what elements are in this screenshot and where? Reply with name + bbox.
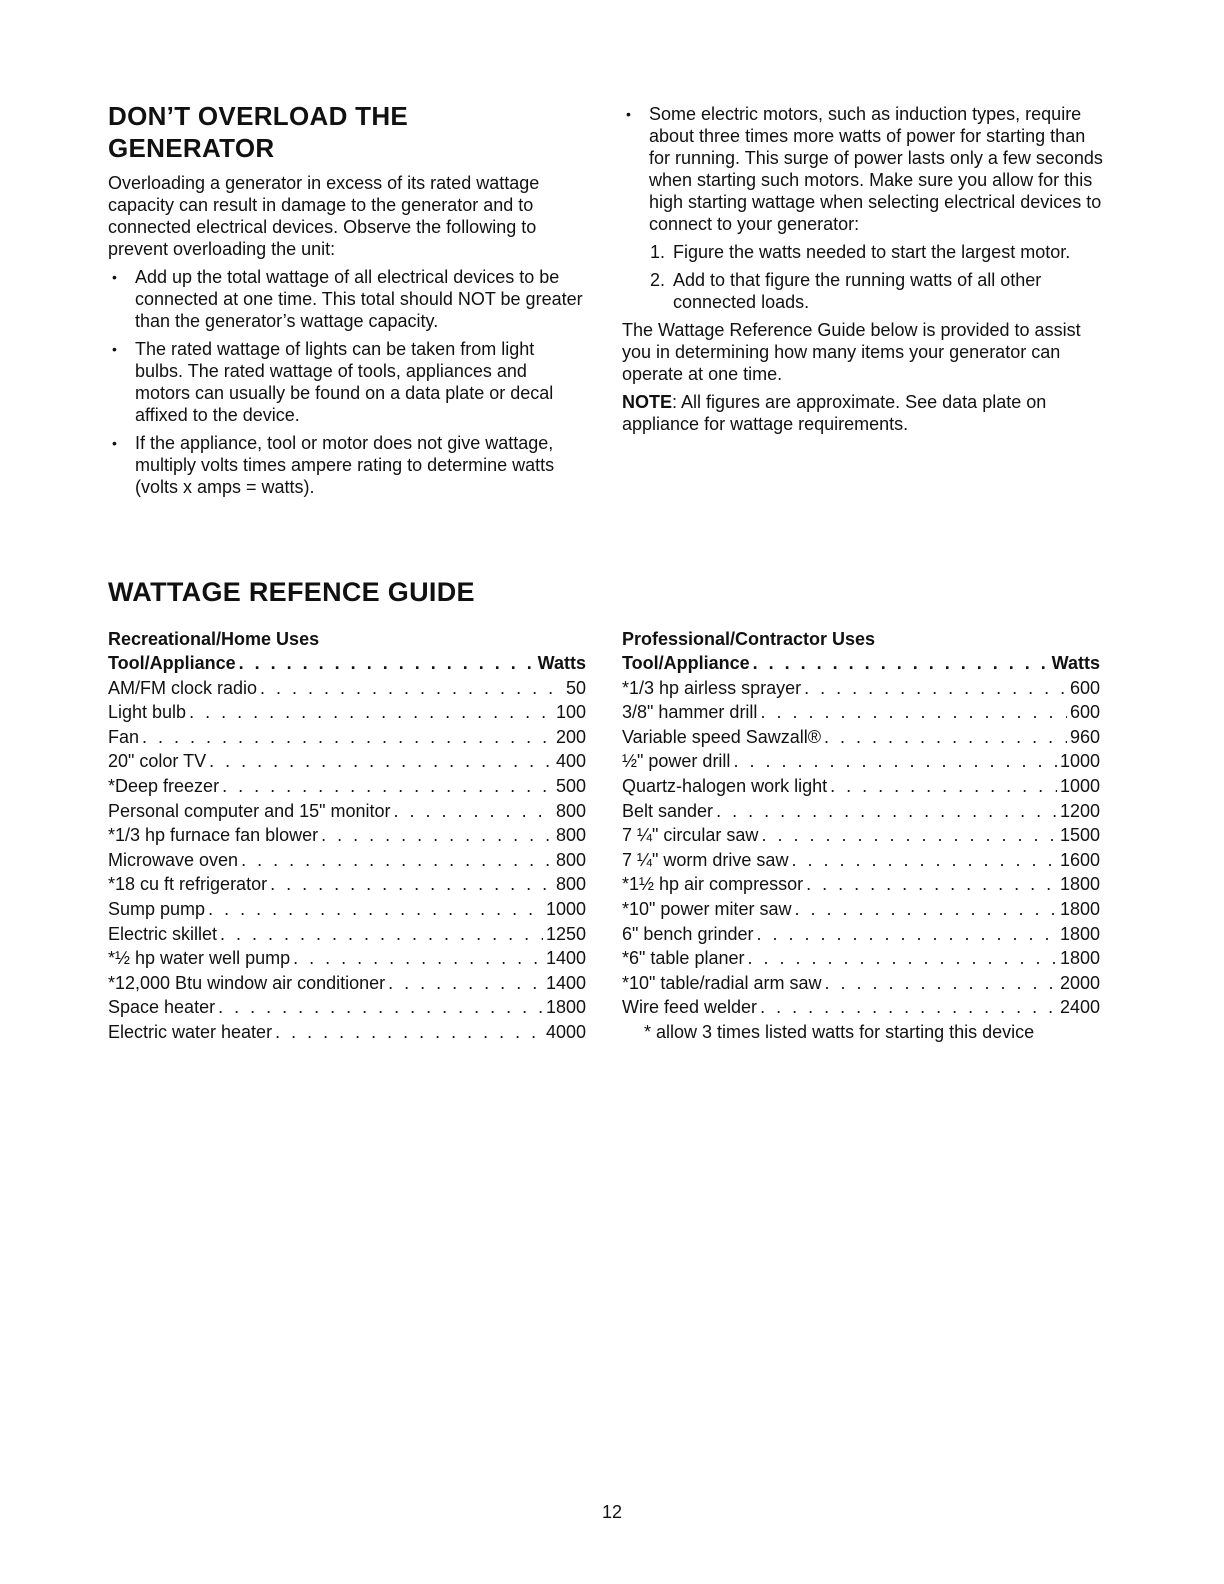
bullet-text: The rated wattage of lights can be taken from light bulbs. The rated wattage of tools, appliances and motors can usually be found on a data plate or decal affixed to the device.	[135, 339, 554, 425]
wattage-value: 500	[555, 775, 586, 796]
overload-title-line1: DON’T OVERLOAD THE	[108, 101, 409, 131]
column-header-watts: Watts	[1051, 653, 1100, 673]
dot-leader	[804, 676, 1067, 701]
professional-rows	[622, 676, 1100, 1020]
appliance-name: Belt sander	[622, 800, 714, 821]
list-item	[622, 103, 1108, 235]
wattage-value: 960	[1069, 726, 1100, 747]
overload-title-line2: GENERATOR	[108, 133, 275, 163]
dot-leader	[791, 848, 1057, 873]
appliance-name: Variable speed Sawzall®	[622, 726, 822, 747]
bullet-text: Some electric motors, such as induction types, require about three times more watts of power for starting than for running. This surge of power lasts only a few seconds when starting such motors. Make sure you allow for this high starting wattage when selecting electrical devices to connect to your generator:	[649, 104, 1103, 234]
wattage-value: 1800	[545, 997, 586, 1018]
table-row	[108, 872, 586, 897]
appliance-name: Wire feed welder	[622, 997, 758, 1018]
step-text: Add to that figure the running watts of all other connected loads.	[673, 270, 1042, 312]
wattage-value: 2400	[1059, 997, 1100, 1018]
dot-leader	[747, 946, 1056, 971]
professional-table	[622, 627, 1100, 1044]
page-number: 12	[601, 1502, 623, 1522]
table-row	[622, 823, 1100, 848]
table-row	[622, 774, 1100, 799]
appliance-name: *½ hp water well pump	[108, 948, 291, 969]
dot-leader	[270, 872, 553, 897]
bullet-mark: •	[112, 341, 117, 357]
note-text: : All figures are approximate. See data plate on appliance for wattage requirements.	[622, 392, 1047, 434]
dot-leader	[794, 897, 1057, 922]
appliance-name: *6" table planer	[622, 948, 745, 969]
wattage-value: 800	[555, 849, 586, 870]
table-row	[108, 995, 586, 1020]
table-row	[108, 676, 586, 701]
table-row	[622, 749, 1100, 774]
wattage-value: 1600	[1059, 849, 1100, 870]
table-row	[108, 946, 586, 971]
motor-bullet-list	[622, 103, 1108, 235]
professional-heading: Professional/Contractor Uses	[622, 629, 876, 649]
appliance-name: Sump pump	[108, 898, 206, 919]
table-row	[108, 799, 586, 824]
table-row	[622, 799, 1100, 824]
appliance-name: *Deep freezer	[108, 775, 220, 796]
starting-footnote: * allow 3 times listed watts for starting this device	[644, 1021, 1035, 1042]
dot-leader	[760, 700, 1067, 725]
table-header-row	[108, 651, 586, 676]
table-row	[108, 848, 586, 873]
dot-leader	[241, 848, 553, 873]
wattage-value: 1000	[545, 898, 586, 919]
recreational-heading: Recreational/Home Uses	[108, 629, 320, 649]
column-header-name: Tool/Appliance	[622, 653, 750, 673]
table-row	[622, 700, 1100, 725]
table-row	[108, 897, 586, 922]
column-header-name: Tool/Appliance	[108, 653, 236, 673]
step-item	[650, 241, 1108, 263]
wattage-value: 1800	[1059, 898, 1100, 919]
dot-leader	[293, 946, 543, 971]
step-item	[650, 269, 1108, 313]
appliance-name: *1/3 hp airless sprayer	[622, 677, 802, 698]
bullet-text: If the appliance, tool or motor does not give wattage, multiply volts times ampere rating to determine watts (volts x amps = watts).	[135, 433, 555, 497]
appliance-name: 6" bench grinder	[622, 923, 754, 944]
wattage-value: 2000	[1059, 972, 1100, 993]
wattage-value: 200	[555, 726, 586, 747]
wattage-value: 1800	[1059, 923, 1100, 944]
appliance-name: *10" power miter saw	[622, 898, 792, 919]
overload-section	[108, 100, 586, 504]
appliance-name: ½" power drill	[622, 751, 731, 772]
appliance-name: 3/8" hammer drill	[622, 702, 758, 723]
table-row	[622, 946, 1100, 971]
dot-leader	[394, 799, 553, 824]
table-row	[108, 823, 586, 848]
wattage-value: 1250	[545, 923, 586, 944]
dot-leader	[189, 700, 553, 725]
dot-leader	[830, 774, 1057, 799]
column-header-watts: Watts	[537, 653, 586, 673]
dot-leader	[753, 651, 1049, 676]
table-row	[622, 897, 1100, 922]
dot-leader	[733, 749, 1057, 774]
appliance-name: Personal computer and 15" monitor	[108, 800, 391, 821]
dot-leader	[756, 922, 1056, 947]
appliance-name: *1/3 hp furnace fan blower	[108, 825, 319, 846]
appliance-name: *10" table/radial arm saw	[622, 972, 822, 993]
table-row	[108, 774, 586, 799]
wattage-value: 1000	[1059, 751, 1100, 772]
appliance-name: Electric water heater	[108, 1021, 273, 1042]
dot-leader	[260, 676, 563, 701]
list-item	[108, 432, 586, 498]
table-row	[622, 922, 1100, 947]
motor-steps	[622, 241, 1108, 313]
appliance-name: Electric skillet	[108, 923, 218, 944]
table-row	[622, 872, 1100, 897]
appliance-name: Quartz-halogen work light	[622, 775, 828, 796]
appliance-name: Light bulb	[108, 702, 187, 723]
recreational-table	[108, 627, 586, 1045]
bullet-text: Add up the total wattage of all electrical devices to be connected at one time. This total should NOT be greater than the generator’s wattage capacity.	[135, 267, 583, 331]
list-item	[108, 266, 586, 332]
table-row	[108, 1020, 586, 1045]
guide-intro: The Wattage Reference Guide below is provided to assist you in determining how many items your generator can operate at one time.	[622, 320, 1081, 384]
motor-section	[622, 103, 1108, 441]
wattage-value: 1800	[1059, 948, 1100, 969]
appliance-name: 7 ¼" worm drive saw	[622, 849, 789, 870]
overload-title	[108, 100, 586, 164]
dot-leader	[218, 995, 543, 1020]
bullet-mark: •	[112, 269, 117, 285]
note-paragraph	[622, 391, 1108, 435]
table-row	[622, 971, 1100, 996]
dot-leader	[239, 651, 535, 676]
list-item	[108, 338, 586, 426]
table-row	[622, 676, 1100, 701]
recreational-rows	[108, 676, 586, 1045]
wattage-value: 800	[555, 825, 586, 846]
bullet-mark: •	[626, 106, 631, 122]
dot-leader	[761, 823, 1057, 848]
appliance-name: 20" color TV	[108, 751, 207, 772]
table-row	[622, 995, 1100, 1020]
step-text: Figure the watts needed to start the largest motor.	[673, 242, 1071, 262]
appliance-name: Microwave oven	[108, 849, 239, 870]
dot-leader	[388, 971, 543, 996]
table-row	[108, 749, 586, 774]
dot-leader	[825, 971, 1057, 996]
dot-leader	[275, 1020, 543, 1045]
appliance-name: *12,000 Btu window air conditioner	[108, 972, 386, 993]
overload-intro: Overloading a generator in excess of its rated wattage capacity can result in damage to the generator and to connected electrical devices. Observe the following to prevent overloading the unit:	[108, 173, 540, 259]
table-row	[108, 922, 586, 947]
table-row	[108, 725, 586, 750]
wattage-value: 1800	[1059, 874, 1100, 895]
wattage-value: 1500	[1059, 825, 1100, 846]
dot-leader	[824, 725, 1067, 750]
wattage-value: 800	[555, 800, 586, 821]
appliance-name: Space heater	[108, 997, 216, 1018]
wattage-value: 100	[555, 702, 586, 723]
table-row	[108, 971, 586, 996]
dot-leader	[716, 799, 1057, 824]
step-number: 2.	[650, 270, 666, 290]
appliance-name: Fan	[108, 726, 140, 747]
table-row	[622, 848, 1100, 873]
wattage-value: 600	[1069, 677, 1100, 698]
wattage-value: 600	[1069, 702, 1100, 723]
wattage-value: 1000	[1059, 775, 1100, 796]
dot-leader	[321, 823, 553, 848]
appliance-name: *18 cu ft refrigerator	[108, 874, 268, 895]
step-number: 1.	[650, 242, 666, 262]
appliance-name: *1½ hp air compressor	[622, 874, 804, 895]
wattage-value: 800	[555, 874, 586, 895]
dot-leader	[760, 995, 1057, 1020]
table-header-row	[622, 651, 1100, 676]
wattage-value: 1400	[545, 948, 586, 969]
wattage-value: 400	[555, 751, 586, 772]
wattage-value: 1400	[545, 972, 586, 993]
table-row	[108, 700, 586, 725]
wattage-value: 50	[565, 677, 586, 698]
dot-leader	[142, 725, 553, 750]
table-row	[622, 725, 1100, 750]
wattage-value: 4000	[545, 1021, 586, 1042]
wattage-value: 1200	[1059, 800, 1100, 821]
guide-title: WATTAGE REFENCE GUIDE	[108, 577, 475, 607]
dot-leader	[806, 872, 1057, 897]
dot-leader	[220, 922, 543, 947]
dot-leader	[222, 774, 553, 799]
dot-leader	[208, 897, 543, 922]
appliance-name: AM/FM clock radio	[108, 677, 258, 698]
appliance-name: 7 ¼" circular saw	[622, 825, 759, 846]
note-label: NOTE	[622, 392, 673, 412]
overload-bullet-list	[108, 266, 586, 498]
dot-leader	[209, 749, 553, 774]
bullet-mark: •	[112, 435, 117, 451]
